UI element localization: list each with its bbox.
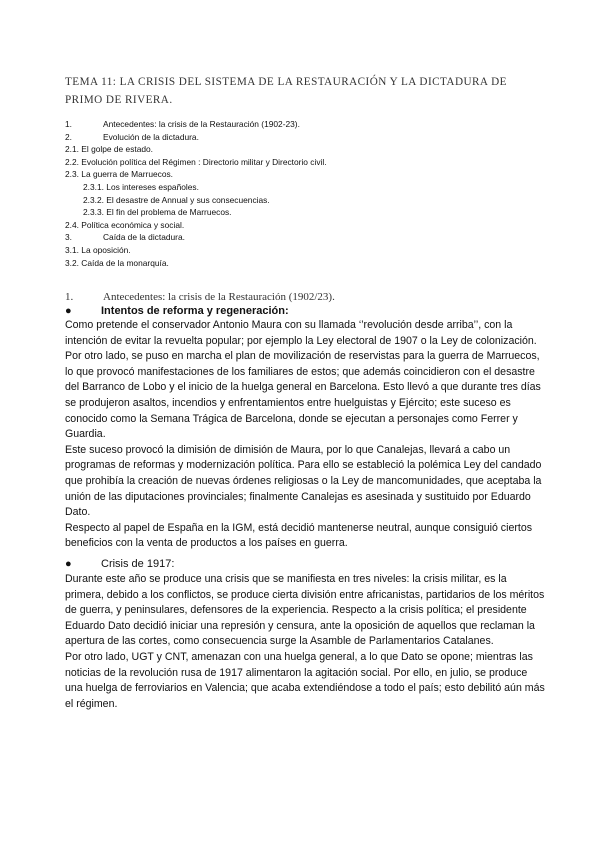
toc-label: 2.3. La guerra de Marruecos. [65, 169, 174, 180]
toc-label: 2.2. Evolución política del Régimen : Directorio militar y Directorio civil. [65, 156, 327, 167]
paragraph: Como pretende el conservador Antonio Maura con su llamada ‘’revolución desde arriba’’, con la intención de evitar la revuelta popular; por ejemplo la Ley electoral de 1907 o la Ley de colonización. [65, 319, 537, 347]
subsection-title: Crisis de 1917: [101, 558, 175, 570]
section-body [65, 572, 545, 712]
toc-label: 3.1. La oposición. [65, 244, 131, 255]
toc-number: 1. [65, 119, 72, 129]
toc-label: 2.3.3. El fin del problema de Marruecos. [83, 207, 232, 218]
paragraph: Este suceso provocó la dimisión de dimisión de Maura, por lo que Canalejas, llevará a cabo un programas de reformas y modernización política. Para ello se estableció la polémica Ley del candado que prohibía la creación de nuevas órdenes religiosas o la Ley de mancomunidades, que aceptaba la unión de las diputaciones provinciales; finalmente Canalejas es asesinada y sustituido por Eduardo Dato. [65, 443, 542, 519]
bullet-icon: ● [65, 305, 72, 317]
document-title: TEMA 11: LA CRISIS DEL SISTEMA DE LA RESTAURACIÓN Y LA DICTADURA DE PRIMO DE RIVERA. [65, 76, 507, 106]
section-number: 1. [65, 291, 74, 303]
paragraph: Por otro lado, UGT y CNT, amenazan con una huelga general, a lo que Dato se opone; mientras las noticias de la revolución rusa de 1917 alimentaron la agitación social. Por ello, en julio, se produce una huelga de ferroviarios en Valencia; que acaba extendiéndose a todo el país; esto debilitó aún más el régimen. [65, 650, 545, 710]
toc-label: 2.3.1. Los intereses españoles. [83, 181, 199, 192]
section-heading [65, 290, 545, 304]
toc-item [65, 143, 545, 156]
toc-number: 3. [65, 232, 72, 243]
toc-item [65, 219, 545, 232]
toc-label: Caída de la dictadura. [103, 232, 185, 243]
subsection-heading [65, 557, 545, 572]
toc-item [65, 131, 545, 144]
paragraph: Por otro lado, se puso en marcha el plan de movilización de reservistas para la guerra de Marruecos, lo que provocó manifestaciones de los familiares de estos; que además coincidieron con el desastre del Barranco de Lobo y el inicio de la huelga general en Barcelona. Esto llevó a que durante tres días se produjeron asaltos, incendios y enfrentamientos entre huelguistas y Ejército; este suceso es conocido como la Semana Trágica de Barcelona, donde se ejecutan a personajes como Ferrer y Guardia. [65, 350, 541, 441]
toc-number: 2. [65, 131, 72, 142]
section-title: Antecedentes: la crisis de la Restauración (1902/23). [103, 291, 335, 303]
toc-label: 3.2. Caída de la monarquía. [65, 257, 169, 268]
toc-item [65, 168, 545, 181]
subsection-title: Intentos de reforma y regeneración: [101, 305, 289, 317]
toc-item [65, 156, 545, 169]
paragraph: Respecto al papel de España en la IGM, está decidió mantenerse neutral, aunque consiguió ciertos beneficios con la venta de productos a los países en guerra. [65, 521, 533, 550]
bullet-icon: ● [65, 558, 72, 570]
toc-item [65, 194, 545, 207]
toc-label: 2.1. El golpe de estado. [65, 144, 154, 155]
subsection-heading [65, 304, 545, 319]
toc-item [65, 231, 545, 244]
table-of-contents [65, 118, 545, 269]
toc-label: Evolución de la dictadura. [103, 131, 199, 142]
paragraph: Durante este año se produce una crisis que se manifiesta en tres niveles: la crisis militar, es la primera, debido a los conflictos, se produce cierta división entre africanistas, partidarios de los méritos de guerra, y peninsulares, defensores de la experiencia. Respecto a la crisis política; el presidente Eduardo Dato decidió iniciar una represión y censura, ante la oposición de aquellos que reclaman la apertura de las cortes, como consecuencia surge la Asamble de Parlamentarios Catalanes. [65, 573, 545, 648]
toc-item [65, 118, 545, 131]
toc-label: 2.4. Política económica y social. [65, 219, 185, 230]
toc-item [65, 206, 545, 219]
section-body [65, 318, 545, 552]
toc-item [65, 244, 545, 257]
toc-item [65, 181, 545, 194]
toc-item [65, 257, 545, 270]
toc-label: Antecedentes: la crisis de la Restauración (1902-23). [103, 119, 300, 129]
toc-label: 2.3.2. El desastre de Annual y sus consecuencias. [83, 194, 270, 205]
